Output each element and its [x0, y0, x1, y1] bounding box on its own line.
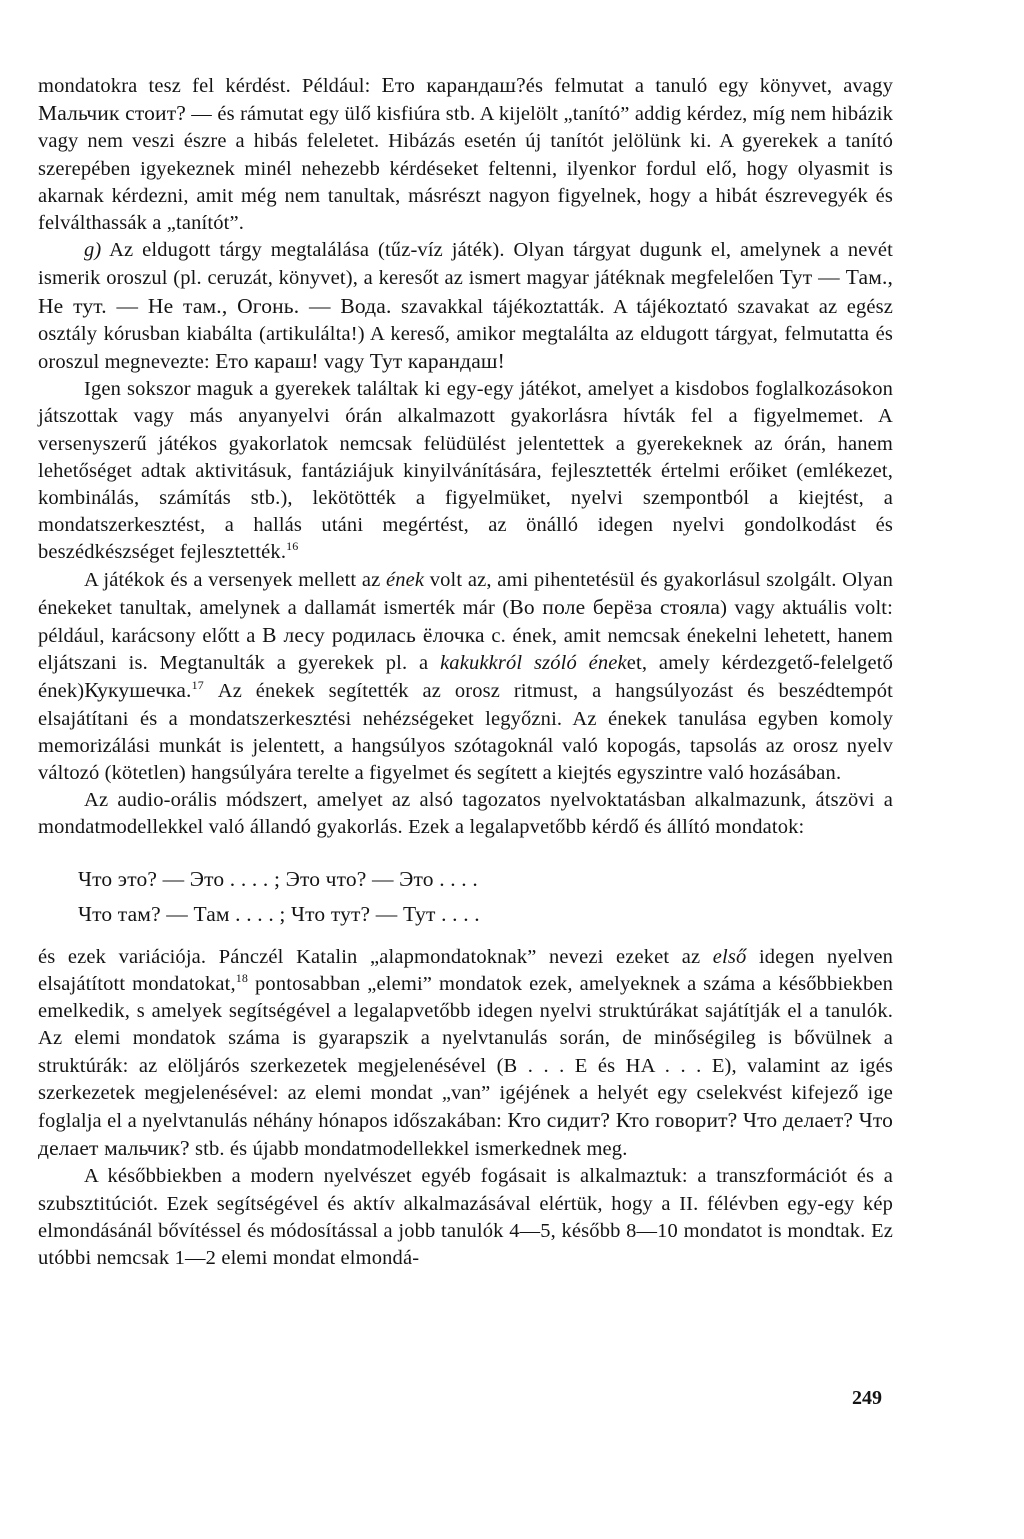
- italic-text: első: [712, 945, 747, 968]
- paragraph: [38, 72, 893, 237]
- italic-text: ének: [385, 568, 425, 591]
- text-run: A későbbiekben a modern nyelvészet egyéb fogásait is alkalmaztuk: a transzformációt és a szubsztitúciót. Ezek segítségével és aktív alkalmazásával elértük, hogy a II. félévben egy-egy kép elmondásánál bővítéssel és módosítással a jobb tanulók 4—5, később 8—10 mondatot is mondtak. Ez utóbbi nemcsak 1—2 elemi mondat elmondá-: [38, 1165, 893, 1269]
- russian-text: Тут — Там., Не тут. — Не там., Огонь. — Вода.: [38, 265, 893, 318]
- paragraph: [38, 944, 893, 1164]
- text-run: vagy: [318, 351, 370, 374]
- text-run: stb. és újabb mondatmodellekkel ismerkednek meg.: [189, 1138, 628, 1161]
- text-run: és ezek variációja. Pánczél Katalin „alapmondatoknak” nevezi ezeket az: [38, 945, 713, 968]
- footnote-ref: 18: [235, 971, 249, 986]
- paragraph: [38, 1163, 893, 1272]
- example-line: Что там? — Там . . . . ; Что тут? — Тут . . . .: [78, 901, 480, 926]
- text-run: szavakkal tájékoztatták. A tájékoztató szavakat az egész osztály kórusban kiabálta (artikulálta!) A kereső, amikor megtalálta az eldugott tárgyat, felmutatta és oroszul megnevezte:: [38, 295, 893, 374]
- paragraph: [38, 787, 893, 841]
- text-run: Igen sokszor maguk a gyerekek találtak ki egy-egy játékot, amelyet a kisdobos foglalkozásokon játszottak vagy más anyanyelvi órán alkalmazott gyakorlásra hívták fel a figyelmemet. A versenyszerű játékos gyakorlatok nemcsak felüdülést jelentettek a gyerekeknek az órán, hanem lehetőséget adtak aktivitásuk, fantáziájuk kinyilvánítására, fejlesztették értelmi erőiket (emlékezet, kombinálás, számítás stb.), lekötötték a figyelmüket, nyelvi szempontból a kiejtést, a mondatszerkesztést, a hallás utáni megértést, az önálló idegen nyelvi gondolkodást és beszédkészséget fejlesztették.: [38, 378, 893, 564]
- text-run: Az audio-orális módszert, amelyet az alsó tagozatos nyelvoktatásban alkalmazunk, átszövi a mondatmodellekkel való állandó gyakorlás. Ezek a legalapvetőbb kérdő és állító mondatok:: [38, 789, 893, 839]
- russian-text: Кто сидит? Кто говорит? Что делает? Что делает мальчик?: [38, 1107, 894, 1161]
- paragraph: [38, 567, 893, 788]
- text-run: volt az, ami pihentetésül és gyakorlásul szolgált. Olyan énekeket tanultak, amelynek a dallamát ismerték már (: [38, 568, 893, 619]
- russian-text: Кукушечка.: [84, 678, 192, 703]
- example-line: Что это? — Это . . . . ; Это что? — Это . . . .: [78, 866, 478, 891]
- page-text: [38, 72, 893, 1272]
- page-number: 249: [852, 1387, 882, 1409]
- text-run: Az énekek segítették az orosz ritmust, a hangsúlyozást és beszédtempót elsajátítani és a mondatszerkesztési nehézségeket legyőzni. Az énekek tanulása egyben komoly memorizálási munkát is jelentett, a hangsúlyos szótagoknál való kopogás, tapsolás az orosz nyelv változó (kötetlen) hangsúlyára terelte a figyelmet és segített a kiejtés egyszintre való hozásában.: [38, 680, 893, 785]
- text-run: pontosabban „elemi” mondatok ezek, amelyeknek a száma a későbbiekben emelkedik, s amelyek segítségével a legalapvetőbb idegen nyelvi struktúrákat sajátítják el a tanulók. Az elemi mondatok száma is gyarapszik a nyelvtanulás során, de minőségileg is bővülnek a struktúrák: az elöljárós szerkezetek megjelenésével (B . . . E és HA . . . E), valamint az igés szerkezetek megjelenésével: az elemi mondat „van” igéjének a helyét egy cselekvést kifejező ige foglalja el a nyelvtanulás néhány hónapos időszakában:: [38, 972, 893, 1132]
- russian-text: Во поле берёза стояла: [509, 594, 721, 619]
- text-run: ) vagy aktuális volt: például, karácsony előtt a: [38, 596, 893, 648]
- italic-text: kakukkról szóló ének: [440, 652, 627, 675]
- italic-text: g): [84, 239, 102, 262]
- russian-text: Тут карандаш!: [369, 349, 505, 374]
- body-paragraphs-continued: [38, 944, 893, 1272]
- text-run: et, amely kérdezgető-felelgető ének): [38, 652, 893, 703]
- text-run: Az eldugott tárgy megtalálása (tűz-víz játék). Olyan tárgyat dugunk el, amelynek a nevét ismerik oroszul (pl. ceruzát, könyvet), a keresőt az ismert magyar játéknak megfelelően: [38, 239, 893, 290]
- russian-text: Ето карaш!: [215, 349, 319, 374]
- footnote-ref: 16: [286, 539, 299, 554]
- russian-text: Ето карандаш?: [381, 73, 526, 97]
- body-paragraphs: [38, 72, 893, 842]
- text-run: A játékok és a versenyek mellett az: [84, 568, 386, 591]
- text-run: c. ének, amit nemcsak énekelni lehetett, hanem eljátszani is. Megtanulták a gyerekek pl. a: [38, 625, 893, 675]
- russian-text: Мальчик стоит?: [38, 101, 186, 126]
- text-run: — és rámutat egy ülő kisfiúra stb. A kijelölt „tanító” addig kérdez, míg nem hibázik vagy nem veszi észre a hibás feleletet. Hibázás esetén új tanítót jelölünk ki. A gyerekek a tanító szerepében igyekeznek minél nehezebb kérdéseket feltenni, ilyenkor fordul elő, hogy olyasmit is akarnak kérdezni, amit még nem tanultak, másrészt nagyon figyelnek, hogy a hibát észrevegyék és felválthassák a „tanítót”.: [38, 103, 893, 235]
- text-run: idegen nyelven elsajátított mondatokat,: [38, 945, 893, 995]
- paragraph: [38, 376, 893, 566]
- footnote-ref: 17: [191, 678, 204, 693]
- text-run: mondatokra tesz fel kérdést. Például:: [38, 75, 382, 97]
- text-run: és felmutat a tanuló egy könyvet, avagy: [525, 75, 893, 97]
- russian-text: В лесу родилась ёлочка: [262, 623, 485, 648]
- paragraph: [38, 237, 893, 376]
- example-sentences: [78, 862, 893, 932]
